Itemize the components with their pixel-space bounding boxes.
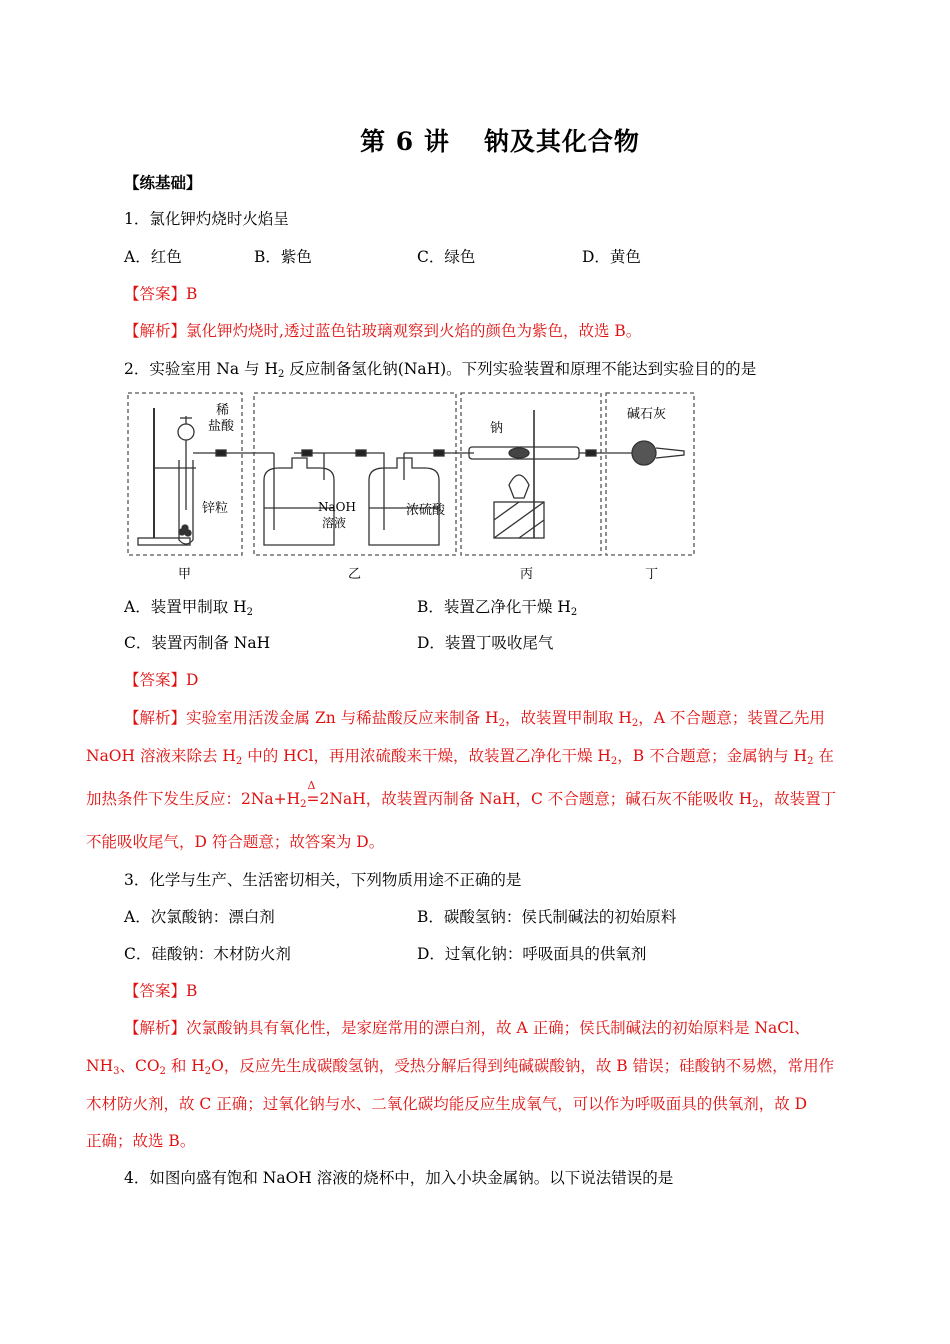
q2-analysis-line-2 [86, 745, 834, 767]
lecture-topic: 钠及其化合物 [483, 127, 640, 156]
q2-option-c: C．装置丙制备 NaH [124, 634, 271, 652]
q2-analysis-line-1 [124, 707, 825, 729]
caption-ding: 丁 [645, 567, 659, 582]
subscript: 2 [498, 718, 505, 729]
q4-stem: 4．如图向盛有饱和 NaOH 溶液的烧杯中，加入小块金属钠。以下说法错误的是 [124, 1169, 674, 1187]
analysis-tag: 【解析】 [124, 322, 187, 340]
label-dilute-acid-2: 盐酸 [208, 419, 235, 434]
answer-tag: 【答案】 [124, 285, 187, 303]
option-text: A．装置甲制取 H [124, 598, 247, 616]
subscript: 2 [752, 799, 759, 810]
analysis-text: 次氯酸钠具有氧化性，是家庭常用的漂白剂，故 A 正确；侯氏制碱法的初始原料是 NaCl、 [186, 1019, 810, 1037]
analysis-text: ，B 不合题意；金属钠与 H [617, 747, 808, 765]
page-title [0, 122, 950, 158]
q3-analysis-line-1 [124, 1017, 810, 1039]
analysis-text: O，反应先生成碳酸氢钠，受热分解后得到纯碱碳酸钠，故 B 错误；硅酸钠不易燃，常用作 [211, 1057, 835, 1075]
subscript: 2 [631, 718, 639, 729]
label-dilute-acid-1: 稀 [216, 403, 230, 418]
q1-option-a: A．红色 [124, 248, 182, 266]
analysis-text: NaOH 溶液来除去 H [86, 747, 236, 765]
q1-answer [124, 283, 197, 305]
q3-option-c: C．硅酸钠：木材防火剂 [124, 945, 291, 963]
q2-stem-part: 反应制备氢化钠(NaH)。下列实验装置和原理不能达到实验目的的是 [284, 360, 757, 378]
subscript: 2 [159, 1066, 166, 1077]
answer-value: D [186, 671, 199, 689]
q3-analysis-line-4: 正确；故选 B。 [86, 1132, 196, 1150]
analysis-text: 氯化钾灼烧时,透过蓝色钴玻璃观察到火焰的颜色为紫色，故选 B。 [186, 322, 642, 340]
q1-analysis [124, 320, 641, 342]
analysis-text: ，故装置甲制取 H [504, 709, 632, 727]
analysis-text: NH [86, 1057, 114, 1075]
answer-value: B [186, 285, 198, 303]
q1-option-b: B．紫色 [254, 248, 312, 266]
q2-stem-part: 2．实验室用 Na 与 H [124, 360, 278, 378]
label-naoh-1: NaOH [318, 500, 356, 514]
q2-analysis-line-3 [86, 779, 837, 810]
q1-option-d: D．黄色 [582, 248, 641, 266]
analysis-text: 在 [813, 747, 834, 765]
analysis-text: 实验室用活泼金属 Zn 与稀盐酸反应来制备 H [186, 709, 499, 727]
subscript: 2 [610, 756, 618, 767]
q3-analysis-line-3: 木材防火剂，故 C 正确；过氧化钠与水、二氧化碳均能反应生成氧气，可以作为呼吸面具的供氧剂，故 D [86, 1095, 808, 1113]
answer-tag: 【答案】 [124, 671, 187, 689]
label-soda-lime: 碱石灰 [627, 407, 667, 422]
q2-analysis-line-4: 不能吸收尾气，D 符合题意；故答案为 D。 [86, 833, 385, 851]
subscript: 2 [246, 607, 254, 618]
analysis-text: 和 H [165, 1057, 205, 1075]
q3-option-d: D．过氧化钠：呼吸面具的供氧剂 [417, 945, 647, 963]
analysis-text: 加热条件下发生反应：2Na+H [86, 790, 301, 808]
label-h2so4: 浓硫酸 [406, 503, 446, 518]
q2-option-b [417, 596, 577, 618]
subscript: 2 [235, 756, 243, 767]
q3-stem: 3．化学与生产、生活密切相关，下列物质用途不正确的是 [124, 871, 522, 889]
subscript: 2 [570, 607, 578, 618]
label-zinc: 锌粒 [202, 501, 229, 516]
analysis-text: ，A 不合题意；装置乙先用 [638, 709, 825, 727]
delta-symbol: Δ [307, 779, 316, 792]
q2-option-a [124, 596, 253, 618]
caption-bing: 丙 [520, 567, 534, 582]
q2-answer [124, 669, 198, 691]
label-naoh-2: 溶液 [322, 516, 347, 530]
answer-value: B [186, 982, 198, 1000]
q3-option-b: B．碳酸氢钠：侯氏制碱法的初始原料 [417, 908, 677, 926]
option-text: B．装置乙净化干燥 H [417, 598, 571, 616]
heating-equals-sign: Δ = [307, 788, 320, 810]
q3-option-a: A．次氯酸钠：漂白剂 [124, 908, 275, 926]
analysis-text: 2NaH，故装置丙制备 NaH，C 不合题意；碱石灰不能吸收 H [319, 790, 753, 808]
analysis-text: 、CO [119, 1057, 160, 1075]
caption-jia: 甲 [178, 567, 192, 582]
q2-stem [124, 358, 756, 380]
q1-option-c: C．绿色 [417, 248, 476, 266]
apparatus-figure [124, 390, 698, 586]
section-heading: 【练基础】 [124, 173, 202, 192]
subscript: 3 [113, 1066, 120, 1077]
subscript: 2 [204, 1066, 212, 1077]
subscript: 2 [300, 799, 307, 810]
analysis-tag: 【解析】 [124, 709, 187, 727]
label-sodium: 钠 [490, 421, 504, 436]
analysis-tag: 【解析】 [124, 1019, 187, 1037]
q3-answer [124, 980, 197, 1002]
answer-tag: 【答案】 [124, 982, 187, 1000]
analysis-text: ，故装置丁 [758, 790, 837, 808]
q3-analysis-line-2 [86, 1055, 834, 1077]
lecture-number: 第 6 讲 [360, 127, 450, 156]
subscript: 2 [277, 369, 285, 380]
caption-yi: 乙 [348, 567, 362, 582]
analysis-text: 中的 HCl，再用浓硫酸来干燥，故装置乙净化干燥 H [242, 747, 611, 765]
subscript: 2 [807, 756, 814, 767]
q2-option-d: D．装置丁吸收尾气 [417, 634, 554, 652]
q1-stem: 1．氯化钾灼烧时火焰呈 [124, 210, 289, 228]
